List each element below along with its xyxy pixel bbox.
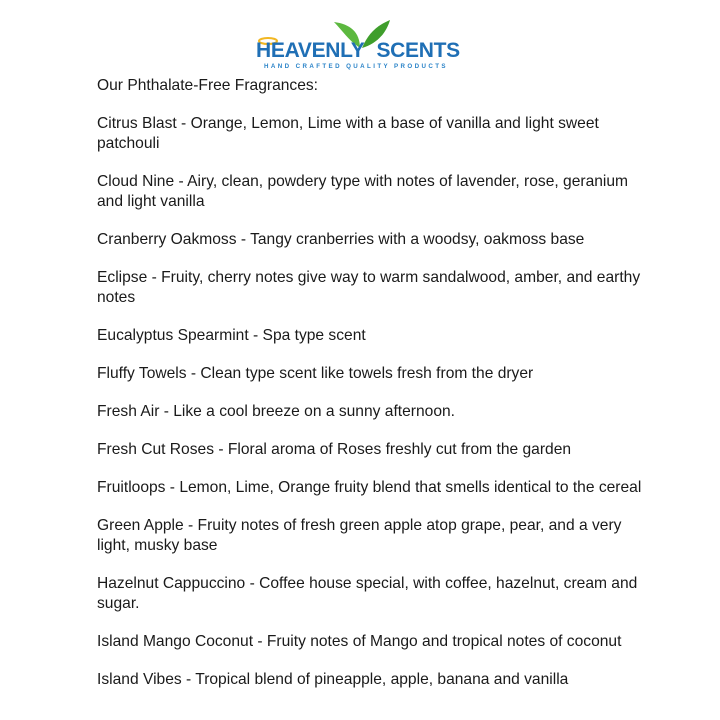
list-item: Green Apple - Fruity notes of fresh green apple atop grape, pear, and a very light, musky base <box>97 517 622 554</box>
brand-word-heavenly: HEAVENLY <box>256 39 365 62</box>
list-item: Fresh Cut Roses - Floral aroma of Roses freshly cut from the garden <box>97 441 572 458</box>
list-item: Eclipse - Fruity, cherry notes give way to warm sandalwood, amber, and earthy notes <box>97 269 641 306</box>
list-item: Fruitloops - Lemon, Lime, Orange fruity blend that smells identical to the cereal <box>97 479 642 496</box>
list-heading: Our Phthalate-Free Fragrances: <box>97 77 319 94</box>
list-item: Island Mango Coconut - Fruity notes of Mango and tropical notes of coconut <box>97 633 622 650</box>
list-item: Citrus Blast - Orange, Lemon, Lime with a base of vanilla and light sweet patchouli <box>97 115 599 152</box>
list-item: Island Vibes - Tropical blend of pineapple, apple, banana and vanilla <box>97 671 569 688</box>
brand-word-scents: SCENTS <box>376 39 460 62</box>
list-item: Hazelnut Cappuccino - Coffee house special, with coffee, hazelnut, cream and sugar. <box>97 575 638 612</box>
brand-tagline: HAND CRAFTED QUALITY PRODUCTS <box>264 63 448 70</box>
brand-logo <box>256 18 468 70</box>
brand-wordmark <box>256 38 468 64</box>
list-item: Eucalyptus Spearmint - Spa type scent <box>97 327 366 344</box>
list-item: Fluffy Towels - Clean type scent like towels fresh from the dryer <box>97 365 534 382</box>
list-item: Fresh Air - Like a cool breeze on a sunny afternoon. <box>97 403 455 420</box>
list-item: Cranberry Oakmoss - Tangy cranberries with a woodsy, oakmoss base <box>97 231 585 248</box>
fragrance-list <box>97 76 657 708</box>
list-item: Cloud Nine - Airy, clean, powdery type with notes of lavender, rose, geranium and light vanilla <box>97 173 629 210</box>
